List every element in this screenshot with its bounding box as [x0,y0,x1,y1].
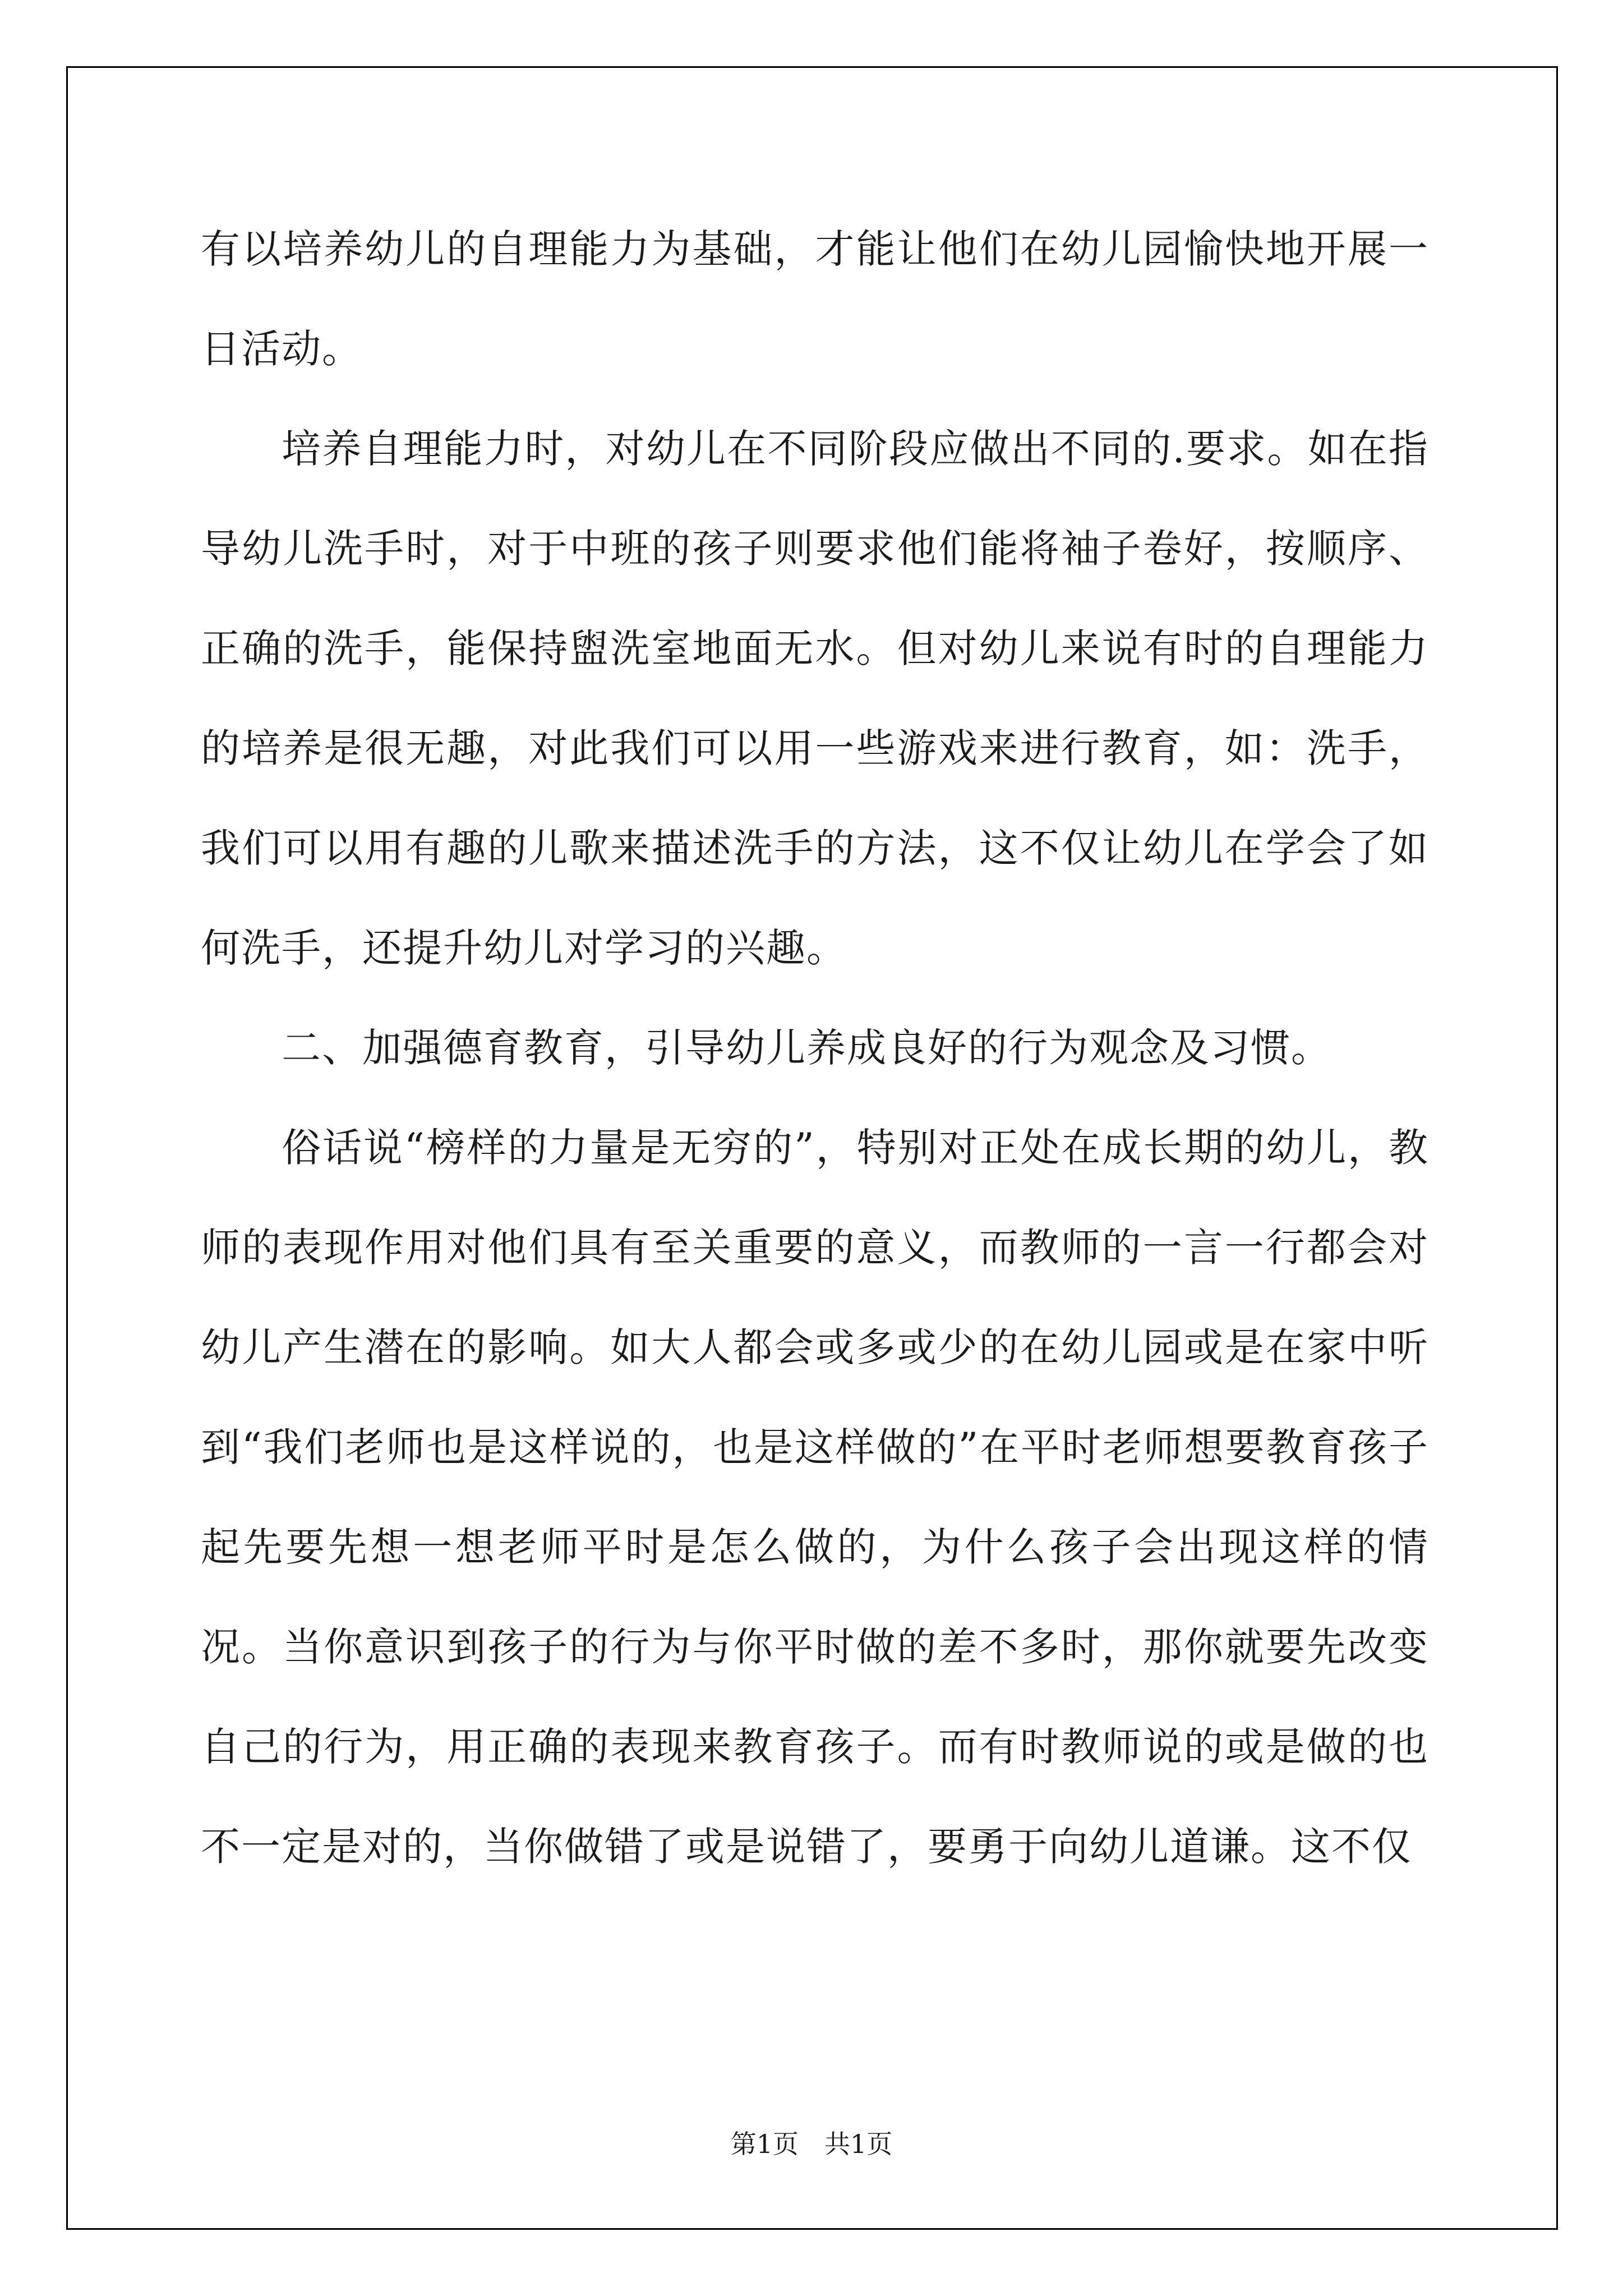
page-footer [0,2127,1623,2161]
paragraph-3: 二、加强德育教育，引导幼儿养成良好的行为观念及习惯。 [282,1025,1331,1071]
page-number: 第1页 共1页 [730,2129,893,2159]
paragraph-2: 培养自理能力时，对幼儿在不同阶段应做出不同的.要求。如在指导幼儿洗手时，对于中班的孩子则要求他们能将袖子卷好，按顺序、正确的洗手，能保持盥洗室地面无水。但对幼儿来说有时的自理能力的培养是很无趣，对此我们可以用一些游戏来进行教育，如：洗手，我们可以用有趣的儿歌来描述洗手的方法，这不仅让幼儿在学会了如何洗手，还提升幼儿对学习的兴趣。 [201,426,1429,971]
document-body [201,199,1429,1897]
paragraph-1: 有以培养幼儿的自理能力为基础，才能让他们在幼儿园愉快地开展一日活动。 [201,226,1429,372]
paragraph-4: 俗话说“榜样的力量是无穷的”，特别对正处在成长期的幼儿，教师的表现作用对他们具有至关重要的意义，而教师的一言一行都会对幼儿产生潜在的影响。如大人都会或多或少的在幼儿园或是在家中听到“我们老师也是这样说的，也是这样做的”在平时老师想要教育孩子起先要先想一想老师平时是怎么做的，为什么孩子会出现这样的情况。当你意识到孩子的行为与你平时做的差不多时，那你就要先改变自己的行为，用正确的表现来教育孩子。而有时教师说的或是做的也不一定是对的，当你做错了或是说错了，要勇于向幼儿道谦。这不仅 [201,1125,1429,1870]
